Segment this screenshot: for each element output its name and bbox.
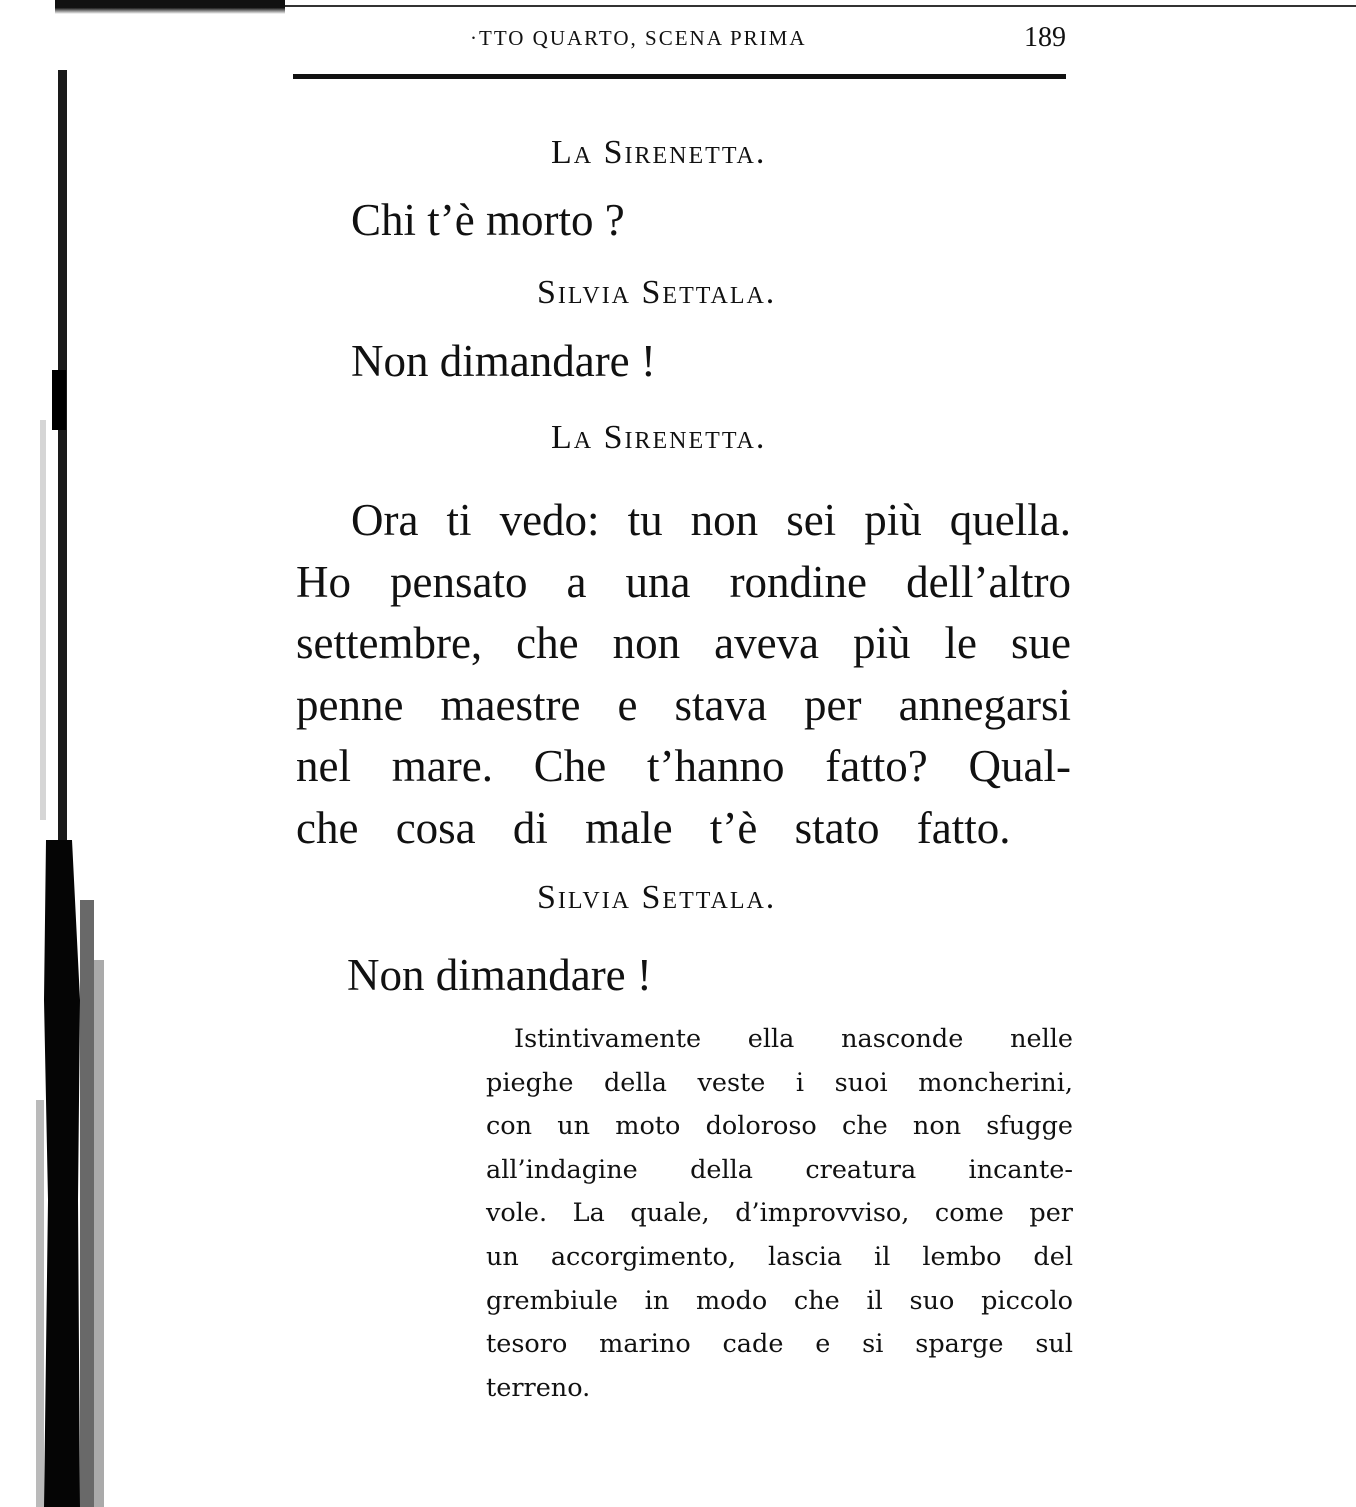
stage-direction: [486, 1018, 1073, 1410]
stage-direction-line: vole. La quale, d’improvviso, come per: [486, 1198, 1073, 1229]
paragraph-line: settembre, che non aveva più le sue: [296, 618, 1071, 668]
stage-direction-line: terreno.: [486, 1372, 591, 1403]
stage-direction-line: all’indagine della creatura incante-: [486, 1154, 1073, 1185]
stage-direction-line: con un moto doloroso che non sfugge: [486, 1111, 1073, 1142]
header-rule: [293, 74, 1066, 79]
page-number: 189: [1024, 22, 1066, 53]
stage-direction-line: grembiule in modo che il suo piccolo: [486, 1285, 1073, 1316]
top-edge-line: [285, 5, 1356, 7]
running-head: [470, 22, 1070, 56]
paragraph-line: Ora ti vedo: tu non sei più quella.: [351, 495, 1071, 545]
stage-direction-line: Istintivamente ella nasconde nelle: [514, 1024, 1073, 1054]
paragraph-line: penne maestre e stava per annegarsi: [296, 679, 1071, 730]
paragraph-line: che cosa di male t’è stato fatto.: [296, 802, 1011, 853]
paragraph-line: Ho pensato a una rondine dell’altro: [296, 556, 1071, 607]
speaker-label: La Sirenetta.: [551, 419, 767, 456]
speech-line: Non dimandare !: [351, 336, 656, 386]
speech-paragraph: [296, 490, 1071, 859]
speech-line: Chi t’è morto ?: [351, 195, 625, 245]
speech-line: Non dimandare !: [347, 950, 652, 1000]
stage-direction-line: tesoro marino cade e si sparge sul: [486, 1329, 1073, 1360]
top-edge-shadow: [55, 0, 285, 14]
speaker-label: Silvia Settala.: [537, 879, 777, 916]
speaker-label: Silvia Settala.: [537, 274, 777, 311]
running-title: ·TTO QUARTO, SCENA PRIMA: [470, 26, 807, 50]
speaker-label: La Sirenetta.: [551, 134, 767, 171]
stage-direction-line: pieghe della veste i suoi moncherini,: [486, 1067, 1073, 1098]
stage-direction-line: un accorgimento, lascia il lembo del: [486, 1241, 1073, 1272]
page-binding-shadow: [0, 0, 130, 1507]
paragraph-line: nel mare. Che t’hanno fatto? Qual-: [296, 741, 1071, 791]
